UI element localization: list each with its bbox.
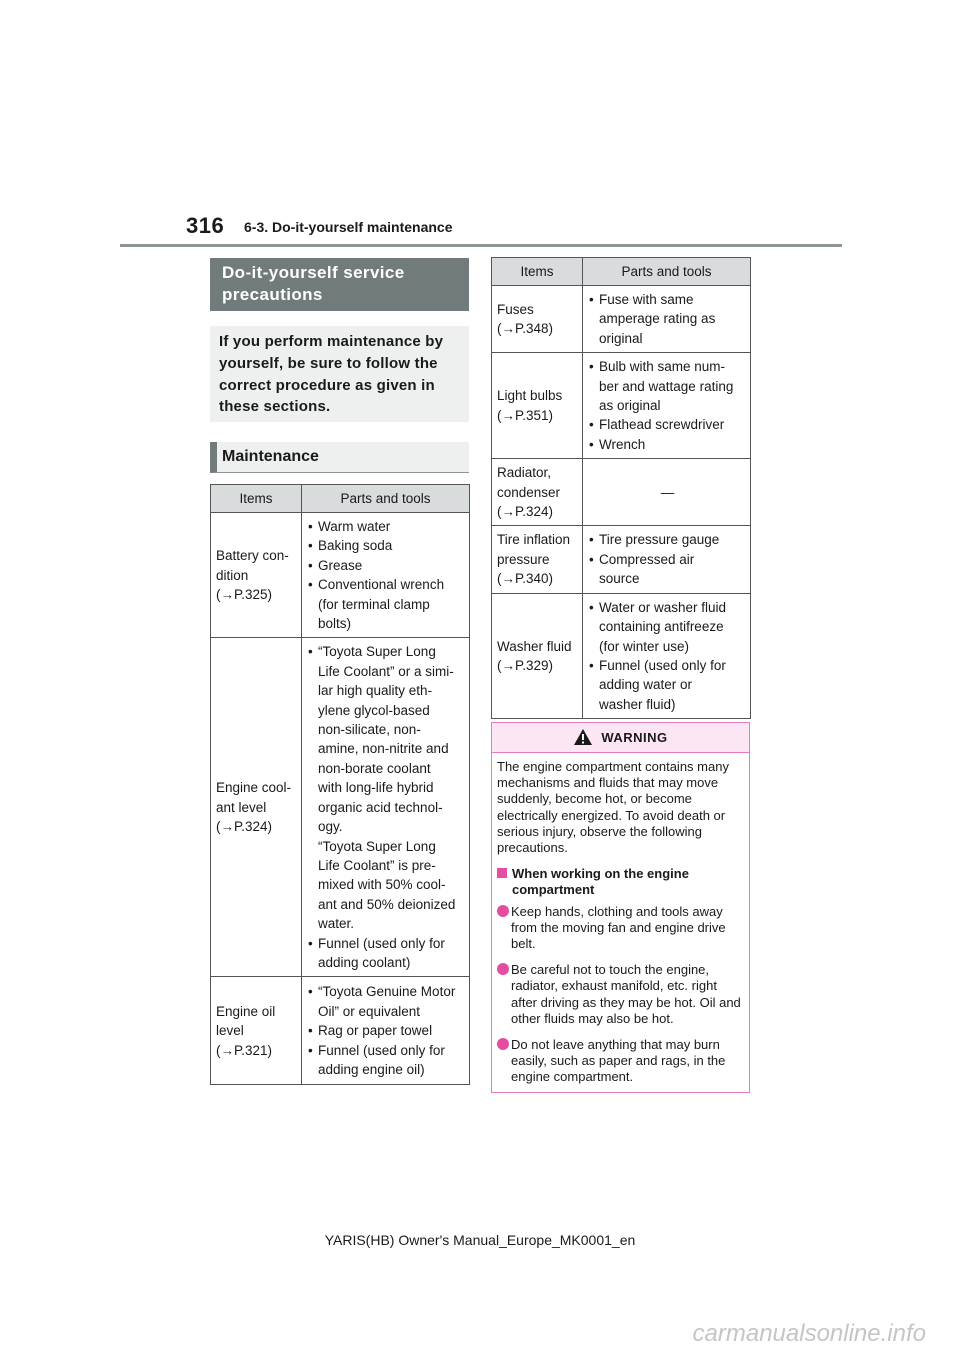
- item-line: ant level: [216, 799, 267, 815]
- warning-subheading-text: When working on the engine compartment: [512, 866, 689, 898]
- list-item: [589, 435, 746, 454]
- list-item-line: • Fuse with same: [599, 292, 694, 307]
- parts-cell: [583, 593, 751, 718]
- list-item-line: bolts): [318, 616, 352, 632]
- item-cell: [211, 977, 302, 1085]
- item-line: Washer fluid: [497, 638, 572, 654]
- item-cell: [211, 638, 302, 977]
- list-item-line: • Rag or paper towel: [318, 1023, 433, 1039]
- warning-item-text: Be careful not to touch the engine, radiator, exhaust manifold, etc. right after driving as they may be hot. Oil and other fluids may also be hot.: [511, 962, 741, 1026]
- list-item-line: • Funnel (used only for: [318, 1042, 445, 1058]
- item-line: (→P.348): [497, 321, 554, 337]
- list-item-line: with long-life hybrid: [318, 780, 434, 796]
- col-header-items: Items: [211, 485, 302, 513]
- list-item: [589, 415, 746, 434]
- table-row: [492, 593, 751, 718]
- list-item-line: ogy.: [318, 819, 343, 835]
- item-line: Tire inflation: [497, 532, 571, 548]
- list-item-line: as original: [599, 398, 661, 414]
- table-row: [492, 526, 751, 593]
- item-line: (→P.351): [497, 407, 554, 423]
- item-line: Light bulbs: [497, 388, 563, 404]
- col-header-parts: Parts and tools: [302, 485, 470, 513]
- item-line: (→P.324): [497, 504, 554, 520]
- warning-subheading: [497, 866, 741, 898]
- maintenance-table-right: [491, 257, 751, 719]
- warning-intro: The engine compartment contains many mechanisms and fluids that may move suddenly, become hot, or become electrically energized. To avoid death or serious injury, observe the following precautions.: [497, 759, 729, 856]
- maintenance-table-left: [210, 484, 470, 1085]
- warning-item: [497, 904, 741, 953]
- list-item: [589, 656, 746, 714]
- list-item-line: adding coolant): [318, 954, 411, 970]
- list-item-line: non-silicate, non-: [318, 722, 421, 738]
- list-item: [308, 1041, 465, 1080]
- list-item-line: • Tire pressure gauge: [599, 532, 720, 548]
- item-line: (→P.329): [497, 657, 554, 673]
- warning-item: [497, 1037, 741, 1086]
- list-item-line: • Wrench: [599, 436, 646, 452]
- list-item: [589, 290, 746, 348]
- item-line: Battery con-: [216, 548, 289, 564]
- item-cell: [492, 593, 583, 718]
- maintenance-heading: Maintenance: [210, 442, 469, 473]
- list-item-line: • “Toyota Super Long: [318, 644, 436, 660]
- list-item-line: organic acid technol-: [318, 799, 443, 815]
- item-cell: [211, 513, 302, 638]
- list-item-line: • Funnel (used only for: [599, 657, 726, 673]
- parts-cell: [583, 459, 751, 526]
- item-cell: [492, 526, 583, 593]
- circle-bullet-icon: [497, 905, 509, 917]
- parts-cell: [583, 353, 751, 459]
- list-item: [308, 642, 465, 933]
- list-item: [308, 536, 465, 555]
- section-title: 6-3. Do-it-yourself maintenance: [244, 219, 453, 235]
- item-line: level: [216, 1023, 244, 1039]
- list-item-line: • Warm water: [318, 519, 391, 534]
- list-item-line: “Toyota Super Long: [318, 838, 436, 854]
- list-item-line: water.: [318, 916, 355, 932]
- page-footer: YARIS(HB) Owner's Manual_Europe_MK0001_en: [324, 1232, 636, 1248]
- parts-cell: [583, 526, 751, 593]
- parts-list: [308, 642, 465, 972]
- parts-cell: [302, 977, 470, 1085]
- list-item-line: Life Coolant” or a simi-: [318, 663, 454, 679]
- item-line: (→P.324): [216, 819, 273, 835]
- list-item-line: source: [599, 571, 640, 587]
- parts-list: [589, 357, 746, 454]
- list-item-line: original: [599, 330, 643, 346]
- parts-list: [589, 290, 746, 348]
- list-item-line: lar high quality eth-: [318, 683, 433, 699]
- warning-item-text: Keep hands, clothing and tools away from the moving fan and engine drive belt.: [511, 903, 726, 952]
- parts-cell: [302, 638, 470, 977]
- list-item-line: containing antifreeze: [599, 619, 724, 635]
- list-item-line: (for terminal clamp: [318, 596, 430, 612]
- list-item-line: adding water or: [599, 677, 693, 693]
- list-item-line: • Funnel (used only for: [318, 935, 445, 951]
- table-row: [211, 977, 470, 1085]
- list-item-line: • Flathead screwdriver: [599, 417, 725, 433]
- list-item: [308, 1021, 465, 1040]
- list-item-line: • Bulb with same num-: [599, 359, 726, 375]
- list-item: [308, 517, 465, 536]
- parts-list: [308, 982, 465, 1079]
- item-line: Engine oil: [216, 1003, 276, 1019]
- square-bullet-icon: [497, 868, 507, 878]
- list-item-line: non-borate coolant: [318, 760, 431, 776]
- parts-list: [589, 598, 746, 714]
- warning-body: [492, 753, 749, 1086]
- list-item-line: • Grease: [318, 557, 363, 573]
- warning-item-text: Do not leave anything that may burn easily, such as paper and rags, in the engine compartment.: [511, 1037, 726, 1085]
- item-cell: [492, 286, 583, 353]
- list-item: [589, 598, 746, 656]
- item-line: (→P.340): [497, 571, 554, 587]
- list-item-line: amperage rating as: [599, 311, 716, 327]
- list-item: [308, 934, 465, 973]
- warning-header: [492, 723, 749, 753]
- parts-cell: [583, 286, 751, 353]
- list-item-line: adding engine oil): [318, 1061, 425, 1077]
- header-divider: [120, 244, 842, 247]
- circle-bullet-icon: [497, 1038, 509, 1050]
- item-cell: [492, 353, 583, 459]
- intro-text: If you perform maintenance by yourself, be sure to follow the correct procedure as given in these sections.: [210, 326, 469, 422]
- list-item-line: • “Toyota Genuine Motor: [318, 984, 456, 1000]
- table-row: [492, 459, 751, 526]
- no-tools-dash: —: [660, 484, 675, 500]
- list-item-line: • Water or washer fluid: [599, 599, 727, 615]
- list-item: [308, 575, 465, 633]
- warning-title: WARNING: [601, 730, 668, 745]
- item-line: Engine cool-: [216, 780, 292, 796]
- warning-item: [497, 962, 741, 1027]
- col-header-items: Items: [492, 258, 583, 286]
- list-item-line: Oil” or equivalent: [318, 1003, 421, 1019]
- table-row: [492, 286, 751, 353]
- list-item-line: (for winter use): [599, 638, 690, 654]
- list-item: [589, 357, 746, 415]
- item-line: (→P.325): [216, 586, 273, 602]
- parts-cell: [302, 513, 470, 638]
- list-item-line: Life Coolant” is pre-: [318, 857, 436, 873]
- parts-list: [308, 517, 465, 633]
- list-item-line: ylene glycol-based: [318, 702, 430, 718]
- circle-bullet-icon: [497, 963, 509, 975]
- watermark: carmanualsonline.info: [692, 1320, 926, 1347]
- main-heading: Do-it-yourself service precautions: [210, 258, 469, 311]
- list-item: [589, 550, 746, 589]
- list-item-line: ber and wattage rating: [599, 378, 734, 394]
- item-line: dition: [216, 567, 249, 583]
- list-item-line: washer fluid): [599, 696, 676, 712]
- item-line: Fuses: [497, 301, 534, 317]
- item-cell: [492, 459, 583, 526]
- list-item-line: ant and 50% deionized: [318, 896, 456, 912]
- parts-list: [589, 530, 746, 588]
- item-line: pressure: [497, 551, 550, 567]
- table-row: [211, 513, 470, 638]
- item-line: condenser: [497, 484, 561, 500]
- list-item-line: amine, non-nitrite and: [318, 741, 449, 757]
- list-item: [308, 982, 465, 1021]
- list-item-line: • Baking soda: [318, 538, 393, 554]
- warning-triangle-icon: [573, 728, 593, 746]
- col-header-parts: Parts and tools: [583, 258, 751, 286]
- list-item-line: • Compressed air: [599, 551, 695, 567]
- item-line: Radiator,: [497, 465, 552, 481]
- list-item-line: • Conventional wrench: [318, 577, 445, 593]
- list-item-line: mixed with 50% cool-: [318, 877, 446, 893]
- list-item: [308, 556, 465, 575]
- list-item: [589, 530, 746, 549]
- table-row: [492, 353, 751, 459]
- warning-box: [491, 722, 750, 1093]
- item-line: (→P.321): [216, 1042, 273, 1058]
- table-row: [211, 638, 470, 977]
- page-number: 316: [186, 213, 225, 238]
